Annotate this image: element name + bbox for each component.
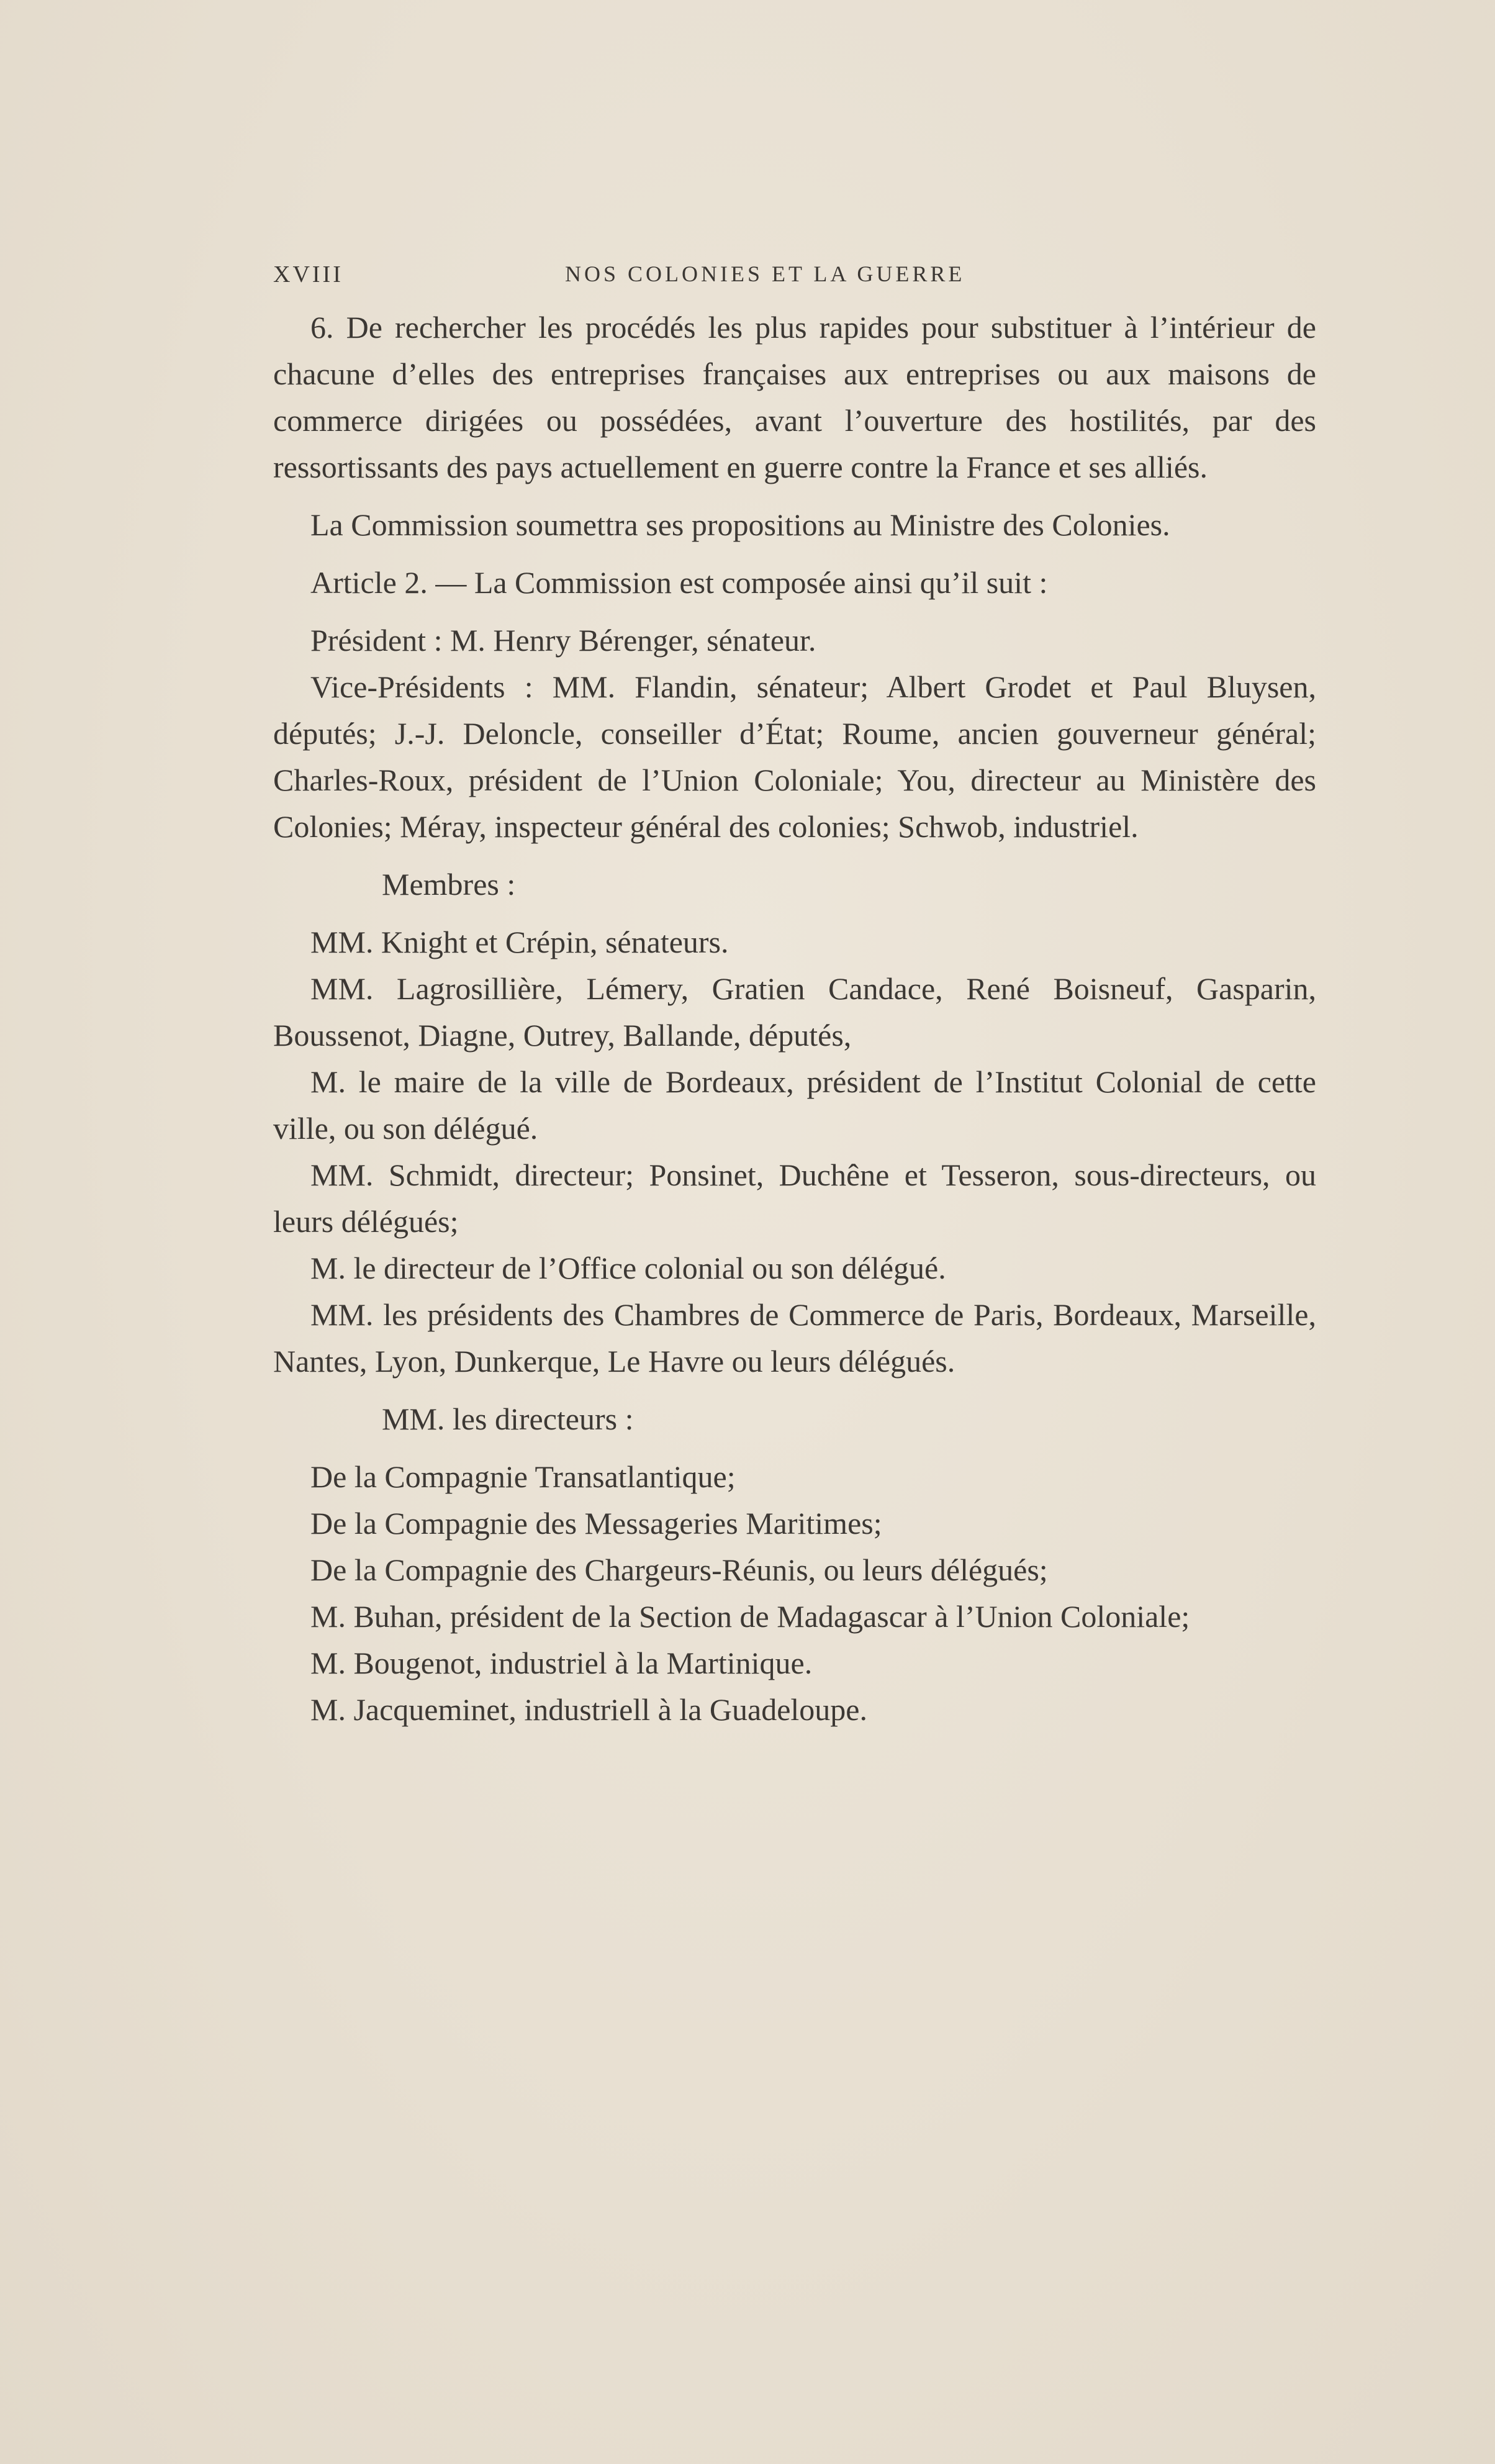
- paragraph-item-6: 6. De rechercher les procédés les plus rapides pour substituer à l’intérieur de chacune d’elles des entreprises françaises aux entreprises ou aux maisons de commerce dirigées ou possédées, avant l’ouverture des hostilités, par des ressortissants des pays actuellement en guerre contre la France et ses alliés.: [273, 310, 1316, 484]
- paragraph-bougenot: M. Bougenot, industriel à la Martinique.: [310, 1646, 813, 1680]
- paragraph-deputies: MM. Lagrosillière, Lémery, Gratien Candace, René Boisneuf, Gasparin, Boussenot, Diagne, Outrey, Ballande, députés,: [273, 971, 1316, 1053]
- paragraph-commission-proposals: La Commission soumettra ses propositions au Ministre des Colonies.: [310, 507, 1170, 542]
- page-number: XVIII: [273, 261, 343, 288]
- list-item-messageries: De la Compagnie des Messageries Maritimes;: [310, 1506, 882, 1541]
- paragraph-directors-ministry: MM. Schmidt, directeur; Ponsinet, Duchêne et Tesseron, sous-directeurs, ou leurs délégués;: [273, 1157, 1316, 1239]
- list-item-transatlantique: De la Compagnie Transatlantique;: [310, 1459, 736, 1494]
- running-head: [273, 248, 1316, 304]
- paragraph-jacqueminet: M. Jacqueminet, industriell à la Guadeloupe.: [310, 1692, 867, 1727]
- book-page: [273, 248, 1316, 1733]
- paragraph-president: Président : M. Henry Bérenger, sénateur.: [310, 623, 816, 658]
- paragraph-bordeaux-mayor: M. le maire de la ville de Bordeaux, président de l’Institut Colonial de cette ville, ou son délégué.: [273, 1064, 1316, 1146]
- paragraph-office-colonial: M. le directeur de l’Office colonial ou son délégué.: [310, 1251, 946, 1285]
- list-item-chargeurs: De la Compagnie des Chargeurs-Réunis, ou leurs délégués;: [310, 1552, 1048, 1587]
- paragraph-article-2: Article 2. — La Commission est composée ainsi qu’il suit :: [310, 565, 1048, 600]
- heading-directeurs: MM. les directeurs :: [382, 1402, 634, 1436]
- paragraph-buhan: M. Buhan, président de la Section de Madagascar à l’Union Coloniale;: [310, 1599, 1190, 1634]
- paragraph-vice-presidents: Vice-Présidents : MM. Flandin, sénateur; Albert Grodet et Paul Bluysen, députés; J.-J. Deloncle, conseiller d’État; Roume, ancien gouverneur général; Charles-Roux, président de l’Union Coloniale; You, directeur au Ministère des Colonies; Méray, inspecteur général des colonies; Schwob, industriel.: [273, 669, 1316, 844]
- page-body: [273, 304, 1316, 1733]
- paragraph-chambers-commerce: MM. les présidents des Chambres de Commerce de Paris, Bordeaux, Marseille, Nantes, Lyon, Dunkerque, Le Havre ou leurs délégués.: [273, 1297, 1316, 1379]
- running-title: NOS COLONIES ET LA GUERRE: [565, 261, 965, 286]
- heading-membres: Membres :: [382, 867, 516, 902]
- paragraph-senators: MM. Knight et Crépin, sénateurs.: [310, 925, 729, 959]
